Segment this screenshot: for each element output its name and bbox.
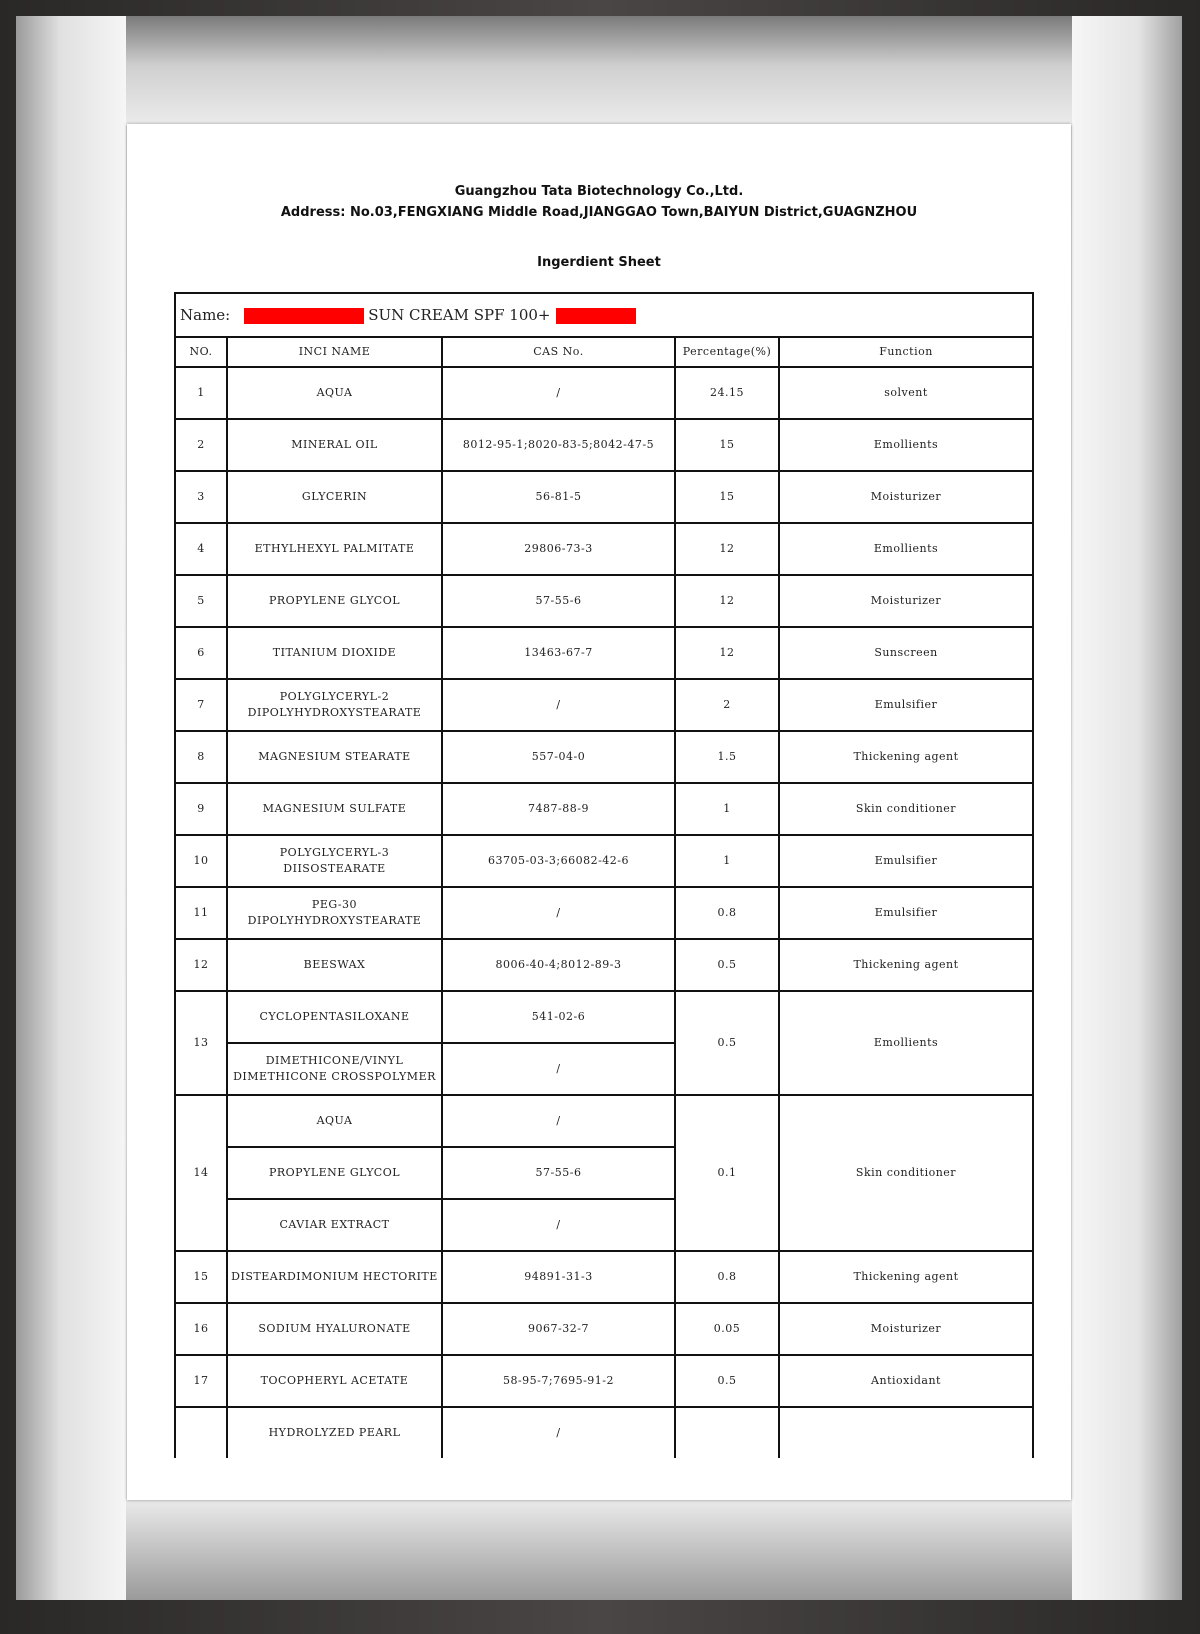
cell-no: 15 <box>175 1251 227 1303</box>
cell-inci-name: DIMETHICONE/VINYL DIMETHICONE CROSSPOLYMER <box>227 1043 442 1095</box>
cell-inci-name: HYDROLYZED PEARL <box>227 1407 442 1458</box>
cell-function: Thickening agent <box>779 1251 1033 1303</box>
cell-function: Emulsifier <box>779 679 1033 731</box>
cell-cas-no: 9067-32-7 <box>442 1303 675 1355</box>
table-row <box>175 1303 1033 1355</box>
frame-mat-shade-left <box>16 16 126 1600</box>
cell-inci-name: CYCLOPENTASILOXANE <box>227 991 442 1043</box>
sheet-title: Ingerdient Sheet <box>537 255 661 270</box>
cell-no: 7 <box>175 679 227 731</box>
ingredient-sheet-document <box>127 124 1071 1500</box>
cell-function: Thickening agent <box>779 731 1033 783</box>
cell-inci-name: TITANIUM DIOXIDE <box>227 627 442 679</box>
cell-inci-name: DISTEARDIMONIUM HECTORITE <box>227 1251 442 1303</box>
cell-function: Moisturizer <box>779 1303 1033 1355</box>
cell-no: 16 <box>175 1303 227 1355</box>
table-row <box>175 731 1033 783</box>
cell-function: Emollients <box>779 419 1033 471</box>
cell-cas-no: / <box>442 679 675 731</box>
column-header-percentage: Percentage(%) <box>675 337 779 367</box>
cell-percentage: 0.1 <box>675 1095 779 1251</box>
table-row <box>175 627 1033 679</box>
cell-no: 1 <box>175 367 227 419</box>
cell-percentage: 2 <box>675 679 779 731</box>
cell-cas-no: 56-81-5 <box>442 471 675 523</box>
cell-function: Moisturizer <box>779 471 1033 523</box>
table-row <box>175 471 1033 523</box>
product-name-value: SUN CREAM SPF 100+ <box>368 305 551 324</box>
cell-inci-name: POLYGLYCERYL-2 DIPOLYHYDROXYSTEARATE <box>227 679 442 731</box>
table-row <box>175 991 1033 1043</box>
cell-no: 17 <box>175 1355 227 1407</box>
column-header-function: Function <box>779 337 1033 367</box>
column-header-no: NO. <box>175 337 227 367</box>
cell-cas-no: 63705-03-3;66082-42-6 <box>442 835 675 887</box>
cell-percentage: 12 <box>675 523 779 575</box>
cell-cas-no: / <box>442 1199 675 1251</box>
cell-inci-name: AQUA <box>227 1095 442 1147</box>
cell-percentage: 12 <box>675 627 779 679</box>
table-row <box>175 1251 1033 1303</box>
product-name-label: Name: <box>180 305 231 324</box>
cell-cas-no: 13463-67-7 <box>442 627 675 679</box>
cell-percentage: 15 <box>675 419 779 471</box>
cell-function: Emulsifier <box>779 835 1033 887</box>
cell-function: Antioxidant <box>779 1355 1033 1407</box>
cell-no: 14 <box>175 1095 227 1251</box>
cell-no <box>175 1407 227 1458</box>
cell-inci-name: ETHYLHEXYL PALMITATE <box>227 523 442 575</box>
cell-cas-no: 57-55-6 <box>442 575 675 627</box>
table-row <box>175 575 1033 627</box>
cell-no: 4 <box>175 523 227 575</box>
cell-function: solvent <box>779 367 1033 419</box>
cell-inci-name: TOCOPHERYL ACETATE <box>227 1355 442 1407</box>
cell-percentage: 1 <box>675 835 779 887</box>
cell-function: Emollients <box>779 523 1033 575</box>
table-row <box>175 1407 1033 1458</box>
table-row <box>175 679 1033 731</box>
redaction-bar <box>556 308 636 324</box>
cell-cas-no: 29806-73-3 <box>442 523 675 575</box>
product-name-cell <box>175 293 1033 337</box>
cell-percentage: 0.8 <box>675 1251 779 1303</box>
cell-cas-no: 541-02-6 <box>442 991 675 1043</box>
cell-percentage: 1 <box>675 783 779 835</box>
cell-no: 6 <box>175 627 227 679</box>
cell-no: 9 <box>175 783 227 835</box>
cell-cas-no: 94891-31-3 <box>442 1251 675 1303</box>
cell-inci-name: PROPYLENE GLYCOL <box>227 575 442 627</box>
cell-inci-name: CAVIAR EXTRACT <box>227 1199 442 1251</box>
table-row <box>175 1355 1033 1407</box>
cell-percentage <box>675 1407 779 1458</box>
cell-inci-name: BEESWAX <box>227 939 442 991</box>
cell-function: Emollients <box>779 991 1033 1095</box>
cell-cas-no: 557-04-0 <box>442 731 675 783</box>
cell-cas-no: 7487-88-9 <box>442 783 675 835</box>
cell-cas-no: / <box>442 367 675 419</box>
cell-function: Skin conditioner <box>779 1095 1033 1251</box>
cell-cas-no: 58-95-7;7695-91-2 <box>442 1355 675 1407</box>
table-row <box>175 783 1033 835</box>
cell-no: 11 <box>175 887 227 939</box>
cell-cas-no: 8006-40-4;8012-89-3 <box>442 939 675 991</box>
cell-function <box>779 1407 1033 1458</box>
cell-percentage: 0.5 <box>675 939 779 991</box>
cell-inci-name: SODIUM HYALURONATE <box>227 1303 442 1355</box>
cell-inci-name: MAGNESIUM STEARATE <box>227 731 442 783</box>
cell-function: Emulsifier <box>779 887 1033 939</box>
cell-cas-no: / <box>442 1095 675 1147</box>
cell-cas-no: 57-55-6 <box>442 1147 675 1199</box>
cell-function: Moisturizer <box>779 575 1033 627</box>
cell-no: 13 <box>175 991 227 1095</box>
cell-percentage: 0.5 <box>675 991 779 1095</box>
cell-cas-no: / <box>442 887 675 939</box>
table-row <box>175 939 1033 991</box>
cell-inci-name: MAGNESIUM SULFATE <box>227 783 442 835</box>
company-address: Address: No.03,FENGXIANG Middle Road,JIANGGAO Town,BAIYUN District,GUAGNZHOU <box>280 205 918 220</box>
ingredient-table <box>174 292 1034 1458</box>
cell-inci-name: MINERAL OIL <box>227 419 442 471</box>
cell-percentage: 0.8 <box>675 887 779 939</box>
cell-cas-no: 8012-95-1;8020-83-5;8042-47-5 <box>442 419 675 471</box>
cell-percentage: 0.5 <box>675 1355 779 1407</box>
cell-percentage: 15 <box>675 471 779 523</box>
cell-no: 5 <box>175 575 227 627</box>
cell-no: 8 <box>175 731 227 783</box>
cell-no: 2 <box>175 419 227 471</box>
company-name: Guangzhou Tata Biotechnology Co.,Ltd. <box>454 184 744 199</box>
cell-inci-name: GLYCERIN <box>227 471 442 523</box>
table-row <box>175 367 1033 419</box>
cell-percentage: 12 <box>675 575 779 627</box>
cell-percentage: 0.05 <box>675 1303 779 1355</box>
table-row <box>175 419 1033 471</box>
frame-mat-shade-right <box>1072 16 1182 1600</box>
cell-percentage: 24.15 <box>675 367 779 419</box>
column-header-cas-no: CAS No. <box>442 337 675 367</box>
cell-function: Sunscreen <box>779 627 1033 679</box>
cell-inci-name: AQUA <box>227 367 442 419</box>
cell-function: Skin conditioner <box>779 783 1033 835</box>
frame-mat-shade-top <box>16 16 1182 126</box>
cell-cas-no: / <box>442 1043 675 1095</box>
cell-inci-name: PEG-30 DIPOLYHYDROXYSTEARATE <box>227 887 442 939</box>
table-row <box>175 835 1033 887</box>
cell-function: Thickening agent <box>779 939 1033 991</box>
cell-percentage: 1.5 <box>675 731 779 783</box>
table-header-row <box>175 337 1033 367</box>
cell-cas-no: / <box>442 1407 675 1458</box>
cell-no: 10 <box>175 835 227 887</box>
table-row <box>175 887 1033 939</box>
cell-no: 3 <box>175 471 227 523</box>
product-name-row <box>175 293 1033 337</box>
cell-inci-name: PROPYLENE GLYCOL <box>227 1147 442 1199</box>
table-row <box>175 523 1033 575</box>
table-row <box>175 1095 1033 1147</box>
cell-inci-name: POLYGLYCERYL-3 DIISOSTEARATE <box>227 835 442 887</box>
cell-no: 12 <box>175 939 227 991</box>
column-header-inci-name: INCI NAME <box>227 337 442 367</box>
redaction-bar <box>244 308 364 324</box>
